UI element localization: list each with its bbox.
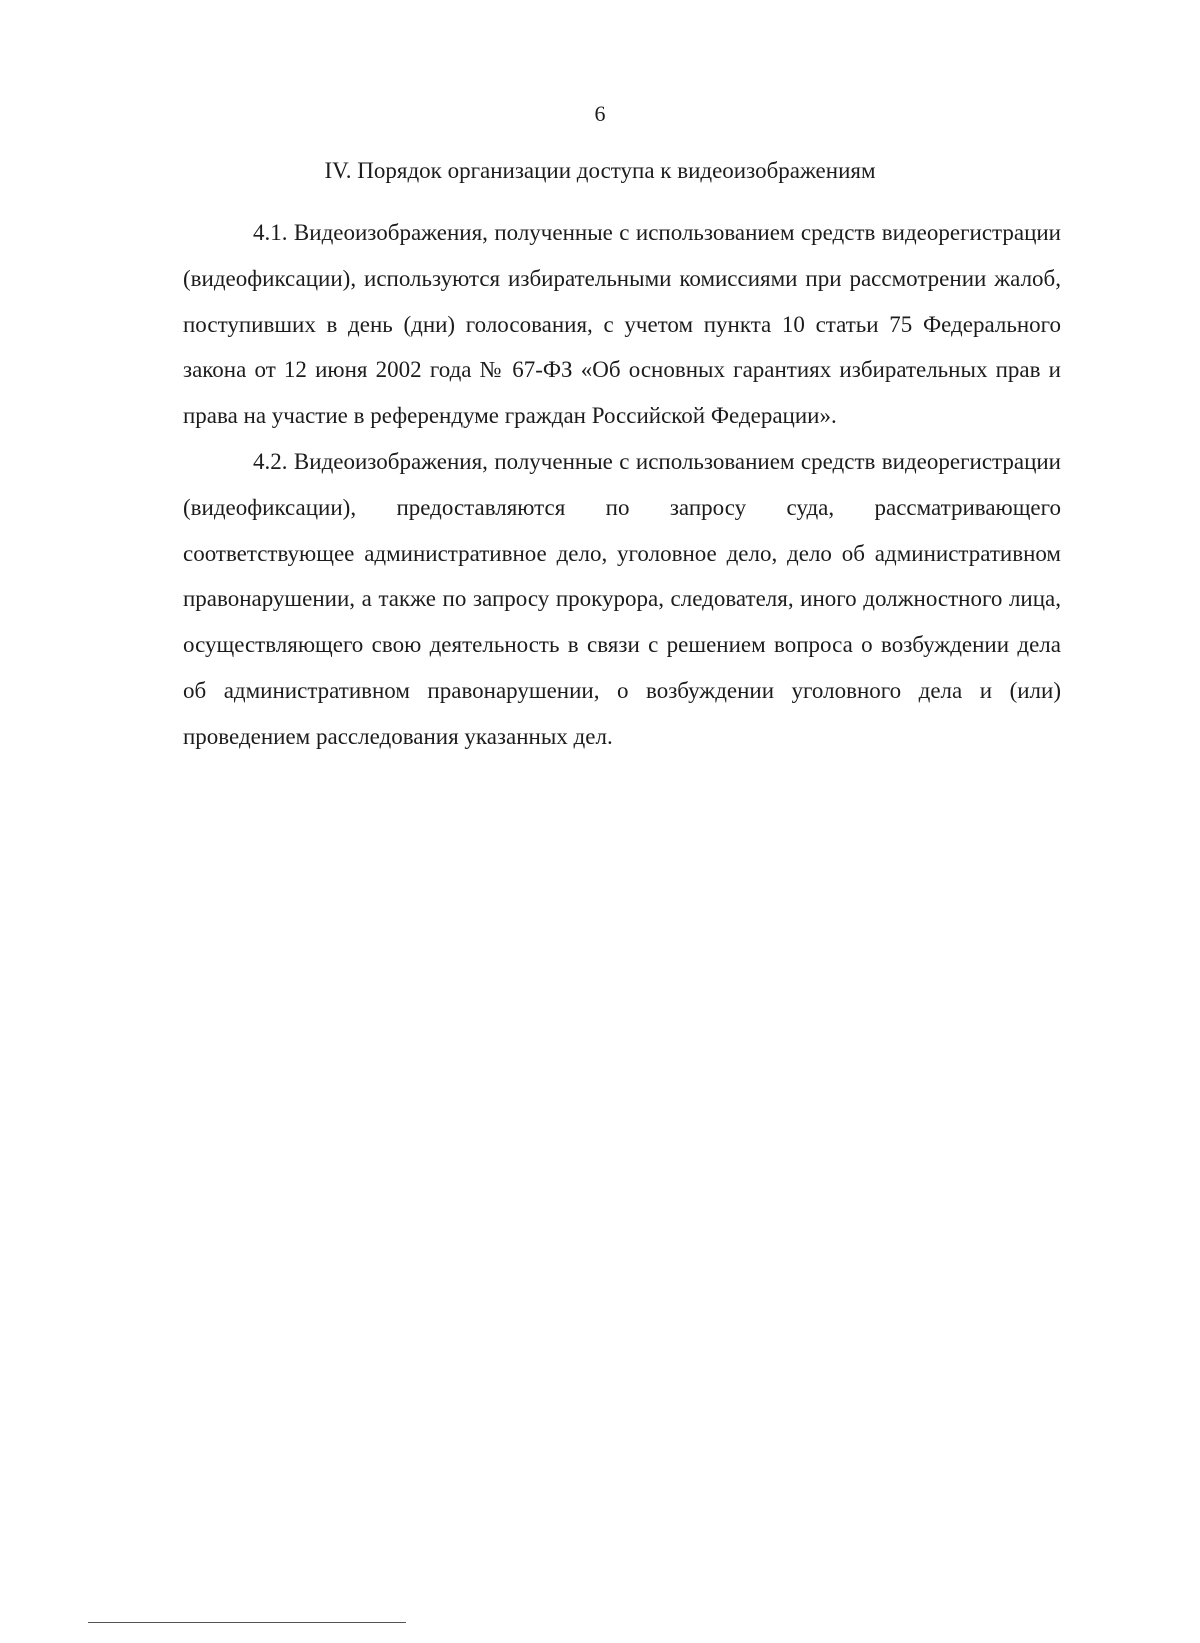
section-title: IV. Порядок организации доступа к видеоизображениям [324,158,876,183]
footnote-separator [88,1622,406,1623]
page-number: 6 [594,101,606,126]
body-text [183,210,1061,760]
paragraph-4-1: 4.1. Видеоизображения, полученные с использованием средств видеорегистрации (видеофиксации), используются избирательными комиссиями при рассмотрении жалоб, поступивших в день (дни) голосования, с учетом пункта 10 статьи 75 Федерального закона от 12 июня 2002 года № 67-ФЗ «Об основных гарантиях избирательных прав и права на участие в референдуме граждан Российской Федерации». [183,220,1061,429]
paragraph-4-2: 4.2. Видеоизображения, полученные с использованием средств видеорегистрации (видеофиксации), предоставляются по запросу суда, рассматривающего соответствующее административное дело, уголовное дело, дело об административном правонарушении, а также по запросу прокурора, следователя, иного должностного лица, осуществляющего свою деятельность в связи с решением вопроса о возбуждении дела об административном правонарушении, о возбуждении уголовного дела и (или) проведением расследования указанных дел. [183,448,1061,749]
